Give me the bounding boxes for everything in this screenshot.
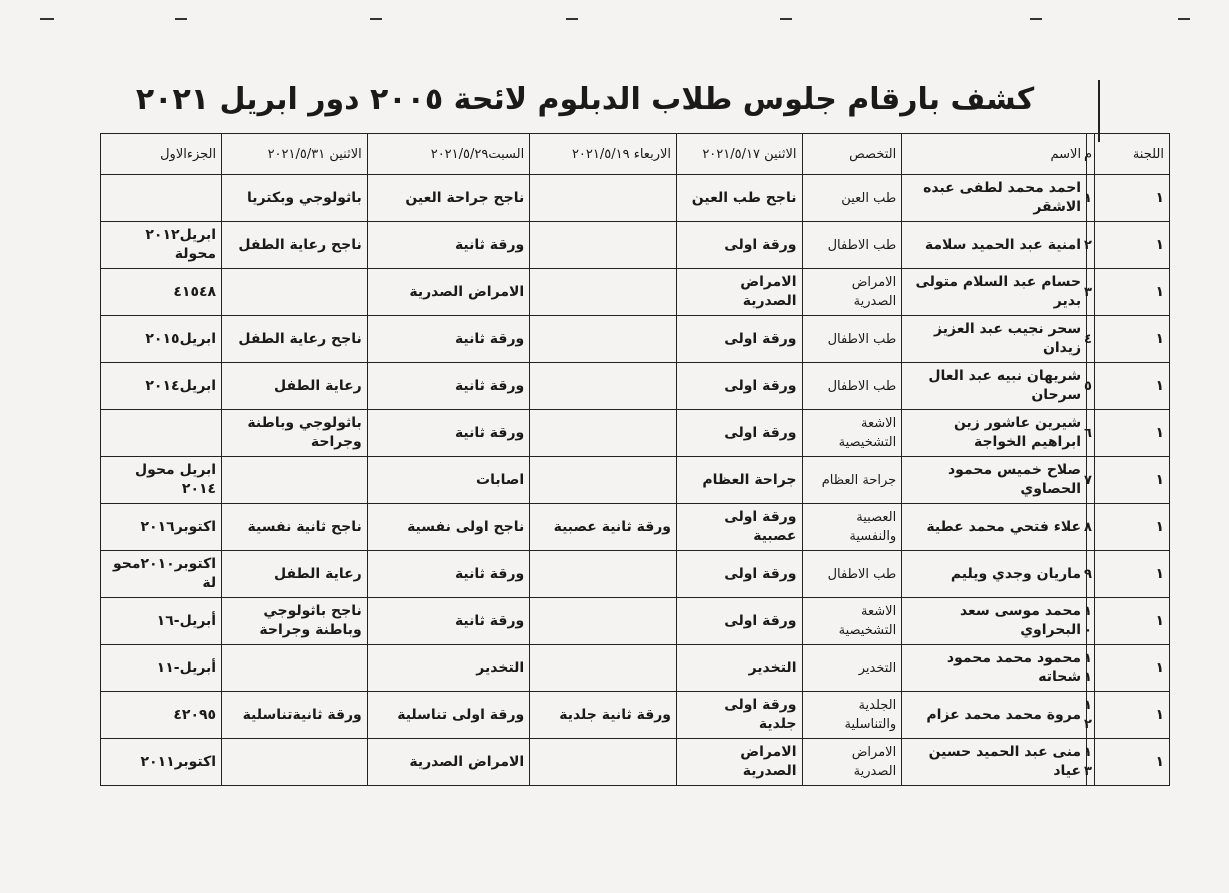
exam-day4-cell: باثولوجي وبكتريا <box>222 175 368 222</box>
specialty-cell: طب الاطفال <box>802 551 902 598</box>
student-name-cell: احمد محمد لطفى عبده الاشقر <box>902 175 1087 222</box>
scan-mark <box>780 18 792 20</box>
exam-day2-cell <box>530 316 677 363</box>
part1-cell: ٤١٥٤٨ <box>101 269 222 316</box>
row-number-cell: ١٢ <box>1087 692 1095 739</box>
exam-day1-cell: ورقة اولى جلدية <box>677 692 803 739</box>
scan-mark <box>566 18 578 20</box>
exam-day1-cell: ورقة اولى <box>677 410 803 457</box>
row-number-cell: ١١ <box>1087 645 1095 692</box>
exam-day3-cell: ورقة ثانية <box>367 410 529 457</box>
specialty-cell: طب الاطفال <box>802 363 902 410</box>
specialty-cell: جراحة العظام <box>802 457 902 504</box>
exam-day4-cell: رعاية الطفل <box>222 551 368 598</box>
committee-cell: ١ <box>1094 269 1169 316</box>
exam-day1-cell: الامراض الصدرية <box>677 269 803 316</box>
committee-cell: ١ <box>1094 363 1169 410</box>
seat-numbers-table <box>100 133 1170 786</box>
exam-day1-cell: ورقة اولى <box>677 363 803 410</box>
row-number-cell: ٥ <box>1087 363 1095 410</box>
specialty-cell: الاشعة التشخيصية <box>802 410 902 457</box>
exam-day3-cell: الامراض الصدرية <box>367 269 529 316</box>
exam-day2-cell <box>530 410 677 457</box>
part1-cell: اكتوبر٢٠١٠محو لة <box>101 551 222 598</box>
row-number-cell: ٦ <box>1087 410 1095 457</box>
table-row <box>101 410 1170 457</box>
committee-cell: ١ <box>1094 551 1169 598</box>
row-number-cell: ١ <box>1087 175 1095 222</box>
student-name-cell: شريهان نبيه عبد العال سرحان <box>902 363 1087 410</box>
exam-day1-cell: جراحة العظام <box>677 457 803 504</box>
exam-day3-cell: ورقة ثانية <box>367 222 529 269</box>
scan-mark <box>1178 18 1190 20</box>
exam-day2-cell <box>530 175 677 222</box>
part1-cell: ابريل٢٠١٢ محولة <box>101 222 222 269</box>
row-number-cell: ٩ <box>1087 551 1095 598</box>
scan-mark <box>40 18 54 20</box>
scan-mark <box>175 18 187 20</box>
header-day3: السبت٢٠٢١/٥/٢٩ <box>367 134 529 175</box>
specialty-cell: الامراض الصدرية <box>802 269 902 316</box>
exam-day2-cell <box>530 598 677 645</box>
exam-day4-cell: ناجح ثانية نفسية <box>222 504 368 551</box>
table-row <box>101 222 1170 269</box>
specialty-cell: الاشعة التشخيصية <box>802 598 902 645</box>
exam-day2-cell <box>530 363 677 410</box>
header-part1: الجزءالاول <box>101 134 222 175</box>
exam-day2-cell <box>530 551 677 598</box>
header-specialty: التخصص <box>802 134 902 175</box>
exam-day3-cell: التخدير <box>367 645 529 692</box>
exam-day3-cell: ناجح جراحة العين <box>367 175 529 222</box>
exam-day3-cell: ورقة ثانية <box>367 363 529 410</box>
table-row <box>101 363 1170 410</box>
table-row <box>101 175 1170 222</box>
exam-day1-cell: التخدير <box>677 645 803 692</box>
row-number-cell: ١٣ <box>1087 739 1095 786</box>
row-number-cell: ٧ <box>1087 457 1095 504</box>
part1-cell: ابريل٢٠١٥ <box>101 316 222 363</box>
header-day1: الاثنين ٢٠٢١/٥/١٧ <box>677 134 803 175</box>
exam-day4-cell <box>222 645 368 692</box>
exam-day2-cell <box>530 739 677 786</box>
committee-cell: ١ <box>1094 222 1169 269</box>
exam-day4-cell <box>222 457 368 504</box>
exam-day4-cell <box>222 739 368 786</box>
exam-day4-cell: رعاية الطفل <box>222 363 368 410</box>
header-day4: الاثنين ٢٠٢١/٥/٣١ <box>222 134 368 175</box>
exam-day1-cell: ورقة اولى عصبية <box>677 504 803 551</box>
table-row <box>101 269 1170 316</box>
exam-day2-cell: ورقة ثانية جلدية <box>530 692 677 739</box>
committee-cell: ١ <box>1094 410 1169 457</box>
committee-cell: ١ <box>1094 504 1169 551</box>
exam-day3-cell: ورقة ثانية <box>367 551 529 598</box>
exam-day4-cell: ناجح باثولوجي وباطنة وجراحة <box>222 598 368 645</box>
header-committee: اللجنة <box>1094 134 1169 175</box>
student-name-cell: منى عبد الحميد حسين عياد <box>902 739 1087 786</box>
committee-cell: ١ <box>1094 692 1169 739</box>
row-number-cell: ٢ <box>1087 222 1095 269</box>
part1-cell <box>101 410 222 457</box>
exam-day1-cell: ناجح طب العين <box>677 175 803 222</box>
header-day2: الاربعاء ٢٠٢١/٥/١٩ <box>530 134 677 175</box>
exam-day2-cell: ورقة ثانية عصبية <box>530 504 677 551</box>
exam-day2-cell <box>530 222 677 269</box>
part1-cell: أبريل-١١ <box>101 645 222 692</box>
table-row <box>101 316 1170 363</box>
exam-day3-cell: ناجح اولى نفسية <box>367 504 529 551</box>
exam-day4-cell: ورقة ثانيةتناسلية <box>222 692 368 739</box>
header-name: الاسم <box>902 134 1087 175</box>
scan-mark <box>370 18 382 20</box>
specialty-cell: الجلدية والتناسلية <box>802 692 902 739</box>
part1-cell: اكتوبر٢٠١١ <box>101 739 222 786</box>
exam-day1-cell: ورقة اولى <box>677 551 803 598</box>
exam-day2-cell <box>530 457 677 504</box>
exam-day2-cell <box>530 269 677 316</box>
specialty-cell: الامراض الصدرية <box>802 739 902 786</box>
committee-cell: ١ <box>1094 645 1169 692</box>
table-row <box>101 504 1170 551</box>
student-name-cell: محمد موسى سعد البحراوي <box>902 598 1087 645</box>
table-row <box>101 598 1170 645</box>
exam-day3-cell: ورقة اولى تناسلية <box>367 692 529 739</box>
exam-day1-cell: ورقة اولى <box>677 598 803 645</box>
part1-cell: ابريل٢٠١٤ <box>101 363 222 410</box>
row-number-cell: ٤ <box>1087 316 1095 363</box>
part1-cell <box>101 175 222 222</box>
exam-day3-cell: ورقة ثانية <box>367 598 529 645</box>
committee-cell: ١ <box>1094 316 1169 363</box>
part1-cell: أبريل-١٦ <box>101 598 222 645</box>
specialty-cell: التخدير <box>802 645 902 692</box>
exam-day4-cell: باثولوجي وباطنة وجراحة <box>222 410 368 457</box>
student-name-cell: امنية عبد الحميد سلامة <box>902 222 1087 269</box>
exam-day3-cell: الامراض الصدرية <box>367 739 529 786</box>
specialty-cell: طب الاطفال <box>802 316 902 363</box>
part1-cell: اكتوبر٢٠١٦ <box>101 504 222 551</box>
specialty-cell: العصبية والنفسية <box>802 504 902 551</box>
committee-cell: ١ <box>1094 598 1169 645</box>
row-number-cell: ٣ <box>1087 269 1095 316</box>
row-number-cell: ٨ <box>1087 504 1095 551</box>
table-row <box>101 739 1170 786</box>
scan-mark <box>1030 18 1042 20</box>
specialty-cell: طب العين <box>802 175 902 222</box>
committee-cell: ١ <box>1094 739 1169 786</box>
student-name-cell: علاء فتحي محمد عطية <box>902 504 1087 551</box>
table-header-row <box>101 134 1170 175</box>
page-title: كشف بارقام جلوس طلاب الدبلوم لائحة ٢٠٠٥ دور ابريل ٢٠٢١ <box>135 82 1035 117</box>
exam-day4-cell: ناجح رعاية الطفل <box>222 222 368 269</box>
exam-day4-cell: ناجح رعاية الطفل <box>222 316 368 363</box>
exam-day1-cell: ورقة اولى <box>677 222 803 269</box>
student-name-cell: سحر نجيب عبد العزيز زيدان <box>902 316 1087 363</box>
table-row <box>101 692 1170 739</box>
committee-cell: ١ <box>1094 457 1169 504</box>
exam-day1-cell: الامراض الصدرية <box>677 739 803 786</box>
student-name-cell: مروة محمد محمد عزام <box>902 692 1087 739</box>
student-name-cell: حسام عبد السلام متولى بدير <box>902 269 1087 316</box>
table-row <box>101 457 1170 504</box>
header-num: م <box>1087 134 1095 175</box>
committee-cell: ١ <box>1094 175 1169 222</box>
student-name-cell: محمود محمد محمود شحاته <box>902 645 1087 692</box>
part1-cell: ٤٢٠٩٥ <box>101 692 222 739</box>
student-name-cell: صلاح خميس محمود الحصاوي <box>902 457 1087 504</box>
student-name-cell: شيرين عاشور زين ابراهيم الخواجة <box>902 410 1087 457</box>
row-number-cell: ١٠ <box>1087 598 1095 645</box>
exam-day4-cell <box>222 269 368 316</box>
table-row <box>101 645 1170 692</box>
exam-day1-cell: ورقة اولى <box>677 316 803 363</box>
part1-cell: ابريل محول ٢٠١٤ <box>101 457 222 504</box>
table-row <box>101 551 1170 598</box>
exam-day2-cell <box>530 645 677 692</box>
student-name-cell: ماريان وجدي ويليم <box>902 551 1087 598</box>
exam-day3-cell: اصابات <box>367 457 529 504</box>
exam-day3-cell: ورقة ثانية <box>367 316 529 363</box>
specialty-cell: طب الاطفال <box>802 222 902 269</box>
